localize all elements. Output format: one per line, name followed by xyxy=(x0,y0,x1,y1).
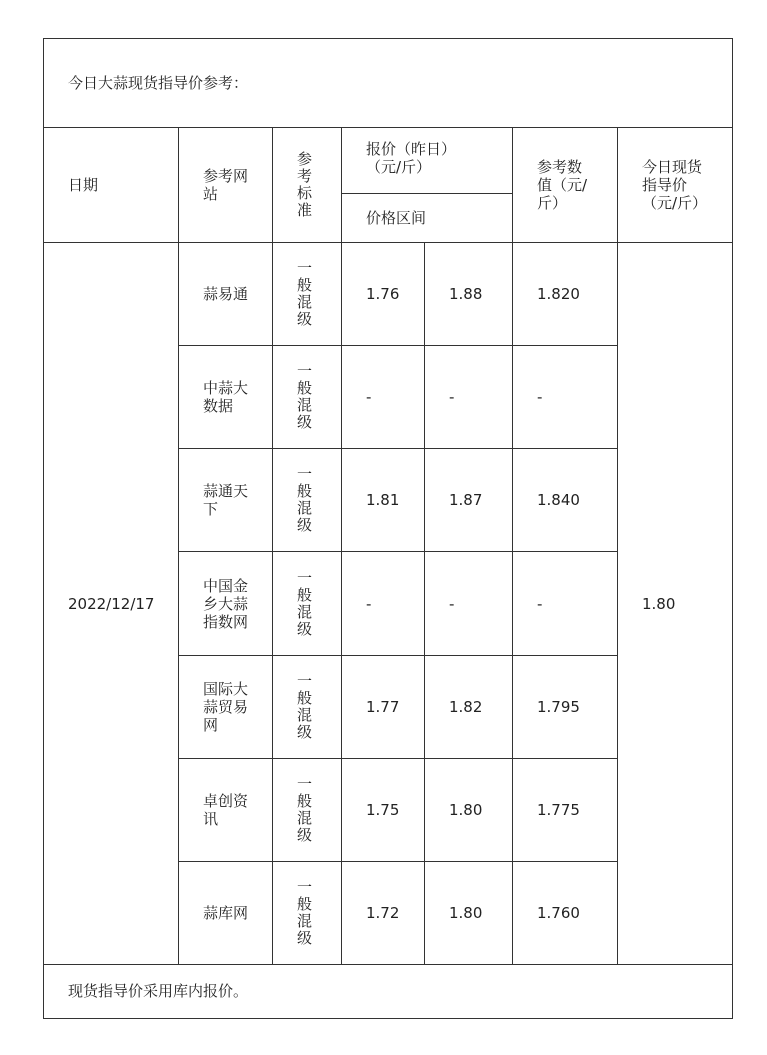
site-cell: 蒜易通 xyxy=(179,243,273,346)
header-site: 参考网站 xyxy=(179,128,273,243)
date-cell: 2022/12/17 xyxy=(44,243,179,965)
price-low-cell: - xyxy=(342,552,425,655)
standard-cell: 一般混级 xyxy=(273,552,342,655)
price-high-cell: 1.80 xyxy=(425,861,513,964)
table-row xyxy=(44,243,733,346)
price-high-cell: 1.87 xyxy=(425,449,513,552)
ref-value-cell: 1.820 xyxy=(513,243,618,346)
price-low-cell: 1.77 xyxy=(342,655,425,758)
ref-value-cell: 1.760 xyxy=(513,861,618,964)
ref-value-cell: 1.795 xyxy=(513,655,618,758)
header-date: 日期 xyxy=(44,128,179,243)
price-high-cell: 1.88 xyxy=(425,243,513,346)
site-cell: 蒜通天下 xyxy=(179,449,273,552)
today-price-cell: 1.80 xyxy=(618,243,733,965)
standard-cell: 一般混级 xyxy=(273,243,342,346)
price-high-cell: 1.82 xyxy=(425,655,513,758)
price-low-cell: 1.76 xyxy=(342,243,425,346)
price-low-cell: - xyxy=(342,346,425,449)
standard-cell: 一般混级 xyxy=(273,346,342,449)
site-cell: 中国金乡大蒜指数网 xyxy=(179,552,273,655)
site-cell: 卓创资讯 xyxy=(179,758,273,861)
header-price-range: 价格区间 xyxy=(342,194,513,243)
standard-cell: 一般混级 xyxy=(273,861,342,964)
ref-value-cell: - xyxy=(513,346,618,449)
price-high-cell: - xyxy=(425,552,513,655)
standard-cell: 一般混级 xyxy=(273,449,342,552)
standard-cell: 一般混级 xyxy=(273,758,342,861)
ref-value-cell: - xyxy=(513,552,618,655)
ref-value-cell: 1.840 xyxy=(513,449,618,552)
header-standard: 参考标准 xyxy=(273,128,342,243)
site-cell: 中蒜大数据 xyxy=(179,346,273,449)
price-low-cell: 1.75 xyxy=(342,758,425,861)
footnote: 现货指导价采用库内报价。 xyxy=(44,964,733,1018)
header-ref-value: 参考数值（元/斤） xyxy=(513,128,618,243)
price-low-cell: 1.81 xyxy=(342,449,425,552)
header-price-yesterday: 报价（昨日）（元/斤） xyxy=(342,128,513,194)
price-high-cell: - xyxy=(425,346,513,449)
standard-cell: 一般混级 xyxy=(273,655,342,758)
price-high-cell: 1.80 xyxy=(425,758,513,861)
site-cell: 国际大蒜贸易网 xyxy=(179,655,273,758)
price-low-cell: 1.72 xyxy=(342,861,425,964)
header-today-price: 今日现货指导价（元/斤） xyxy=(618,128,733,243)
price-table xyxy=(43,38,733,1019)
site-cell: 蒜库网 xyxy=(179,861,273,964)
table-title: 今日大蒜现货指导价参考： xyxy=(44,39,733,128)
ref-value-cell: 1.775 xyxy=(513,758,618,861)
